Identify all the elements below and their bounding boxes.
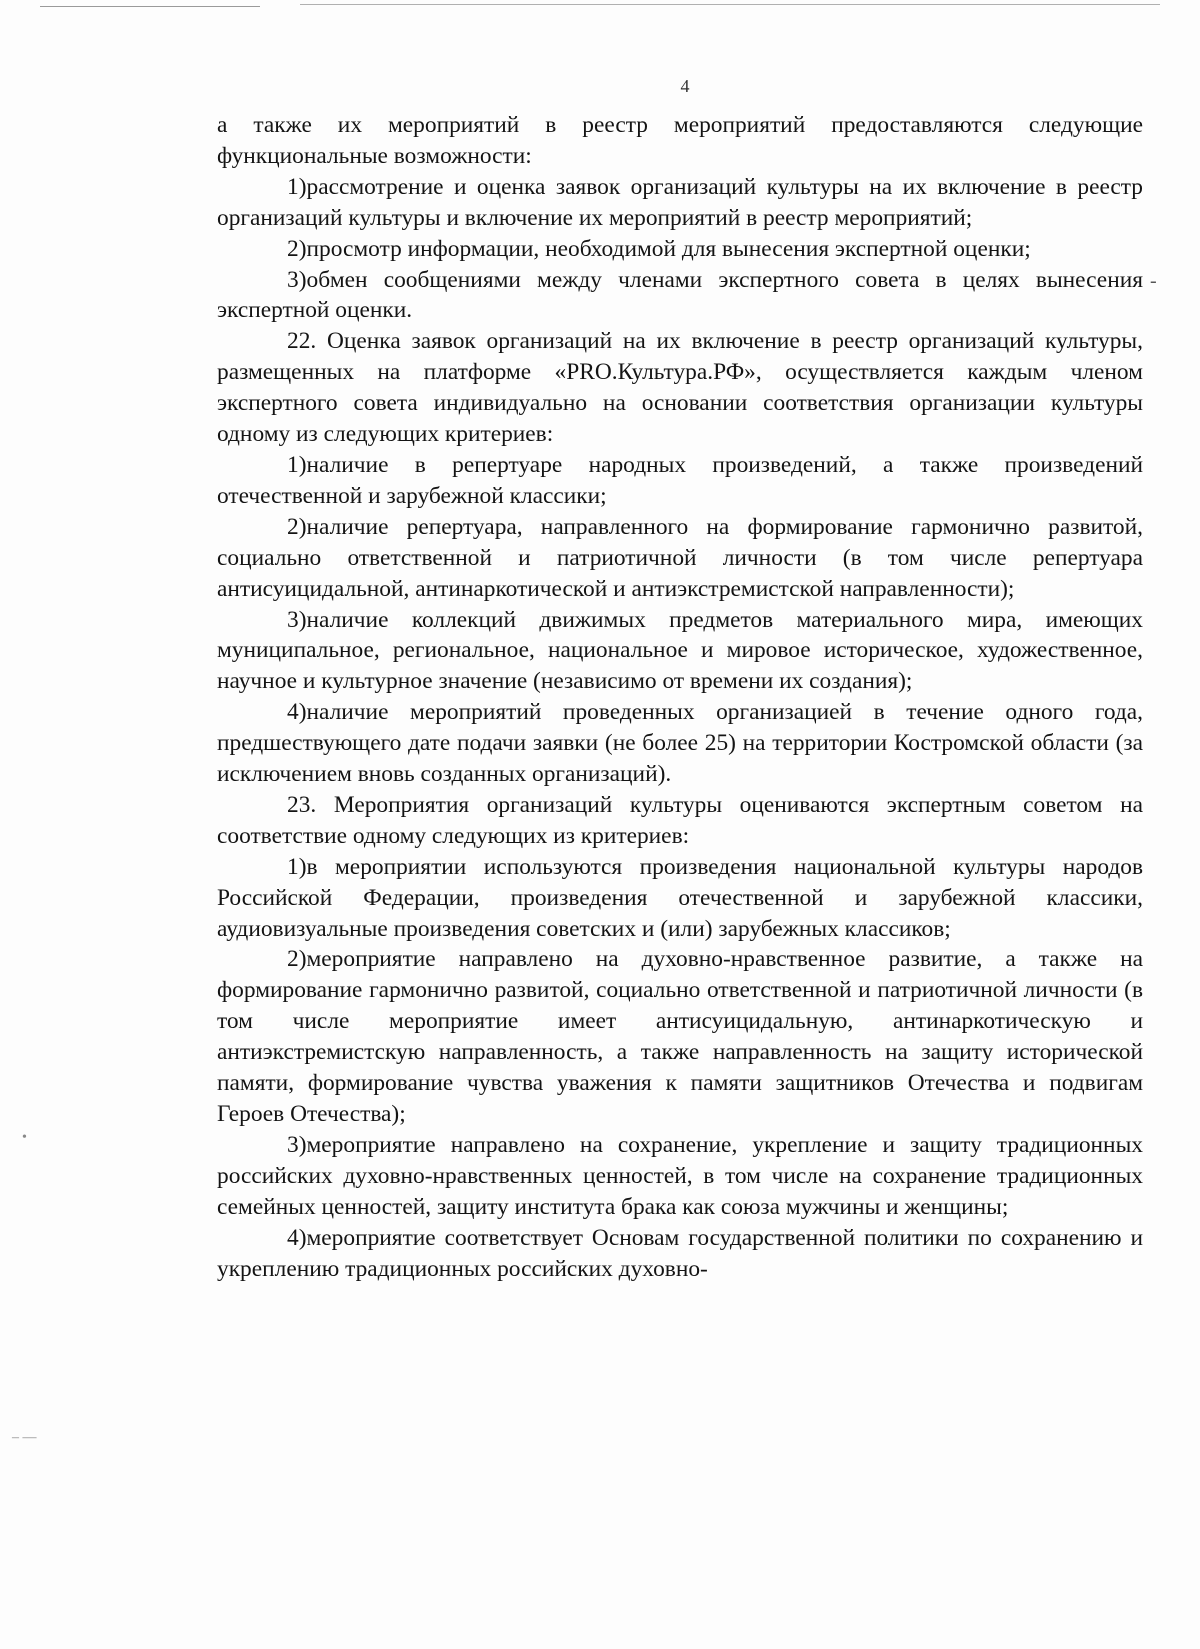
list-item-number: 1) xyxy=(287,173,307,200)
list-item xyxy=(217,1223,1143,1285)
list-item-number: 3) xyxy=(287,266,307,293)
list-item-text: наличие репертуара, направленного на формирование гармонично развитой, социально ответственной и патриотичной личности (в том числе репертуара антисуицидальной, антинаркотической и антиэкстремистской направленности); xyxy=(217,513,1143,602)
list-item-text: мероприятие направлено на духовно-нравственное развитие, а также на формирование гармонично развитой, социально ответственной и патриотичной личности (в том числе мероприятие имеет антисуицидальную, антинаркотическую и антиэкстремистскую направленность, а также направленность на защиту исторической памяти, формирование чувства уважения к памяти защитников Отечества и подвигам Героев Отечества); xyxy=(217,946,1143,1127)
scan-dash-mark-left: ‒ — xyxy=(12,1430,37,1445)
list-item-number: 1) xyxy=(287,853,307,880)
list-item-text: рассмотрение и оценка заявок организаций культуры на их включение в реестр организаций культуры и включение их мероприятий в реестр мероприятий; xyxy=(217,173,1143,231)
list-item xyxy=(217,605,1143,698)
scan-dot-mark: • xyxy=(22,1130,27,1145)
list-item-text: мероприятие соответствует Основам государственной политики по сохранению и укреплению традиционных российских духовно- xyxy=(217,1224,1143,1282)
list-item-text: наличие мероприятий проведенных организацией в течение одного года, предшествующего дате подачи заявки (не более 25) на территории Костромской области (за исключением вновь созданных организаций). xyxy=(217,699,1143,788)
list-item xyxy=(217,172,1143,234)
paragraph-continuation: а также их мероприятий в реестр мероприятий предоставляются следующие функциональные возможности: xyxy=(217,112,1143,169)
list-item-text: наличие коллекций движимых предметов материального мира, имеющих муниципальное, региональное, национальное и мировое историческое, художественное, научное и культурное значение (независимо от времени их создания); xyxy=(217,606,1143,695)
section-paragraph: 23. Мероприятия организаций культуры оцениваются экспертным советом на соответствие одному следующих из критериев: xyxy=(217,791,1143,849)
document-body xyxy=(217,110,1143,1284)
list-item-number: 4) xyxy=(287,699,307,726)
scan-artifact-top-left xyxy=(40,6,260,7)
list-item xyxy=(217,1130,1143,1223)
list-item-number: 2) xyxy=(287,946,307,973)
scan-dash-mark: - xyxy=(1150,270,1157,292)
list-item-number: 3) xyxy=(287,1131,307,1158)
list-item-number: 2) xyxy=(287,513,307,540)
list-item xyxy=(217,265,1143,327)
list-item-number: 1) xyxy=(287,451,307,478)
list-item-text: мероприятие направлено на сохранение, укрепление и защиту традиционных российских духовно-нравственных ценностей, в том числе на сохранение традиционных семейных ценностей, защиту института брака как союза мужчины и женщины; xyxy=(217,1131,1143,1220)
list-item-text: наличие в репертуаре народных произведений, а также произведений отечественной и зарубежной классики; xyxy=(217,451,1143,509)
list-item-text: обмен сообщениями между членами экспертного совета в целях вынесения экспертной оценки. xyxy=(217,266,1143,324)
list-item xyxy=(217,852,1143,945)
list-item xyxy=(217,450,1143,512)
scan-artifact-top-right xyxy=(300,4,1160,5)
list-item xyxy=(217,944,1143,1129)
list-item xyxy=(217,512,1143,605)
list-item xyxy=(217,697,1143,790)
list-item xyxy=(217,234,1143,265)
list-item-number: 4) xyxy=(287,1224,307,1251)
list-item-text: просмотр информации, необходимой для вынесения экспертной оценки; xyxy=(306,235,1031,262)
list-item-text: в мероприятии используются произведения национальной культуры народов Российской Федерации, произведения отечественной и зарубежной классики, аудиовизуальные произведения советских и (или) зарубежных классиков; xyxy=(217,853,1143,942)
list-item-number: 2) xyxy=(287,235,307,262)
page-number: 4 xyxy=(680,76,690,96)
list-item-number: 3) xyxy=(287,606,307,633)
section-paragraph: 22. Оценка заявок организаций на их включение в реестр организаций культуры, размещенных на платформе «PRO.Культура.РФ», осуществляется каждым членом экспертного совета индивидуально на основании соответствия организации культуры одному из следующих критериев: xyxy=(217,328,1143,448)
